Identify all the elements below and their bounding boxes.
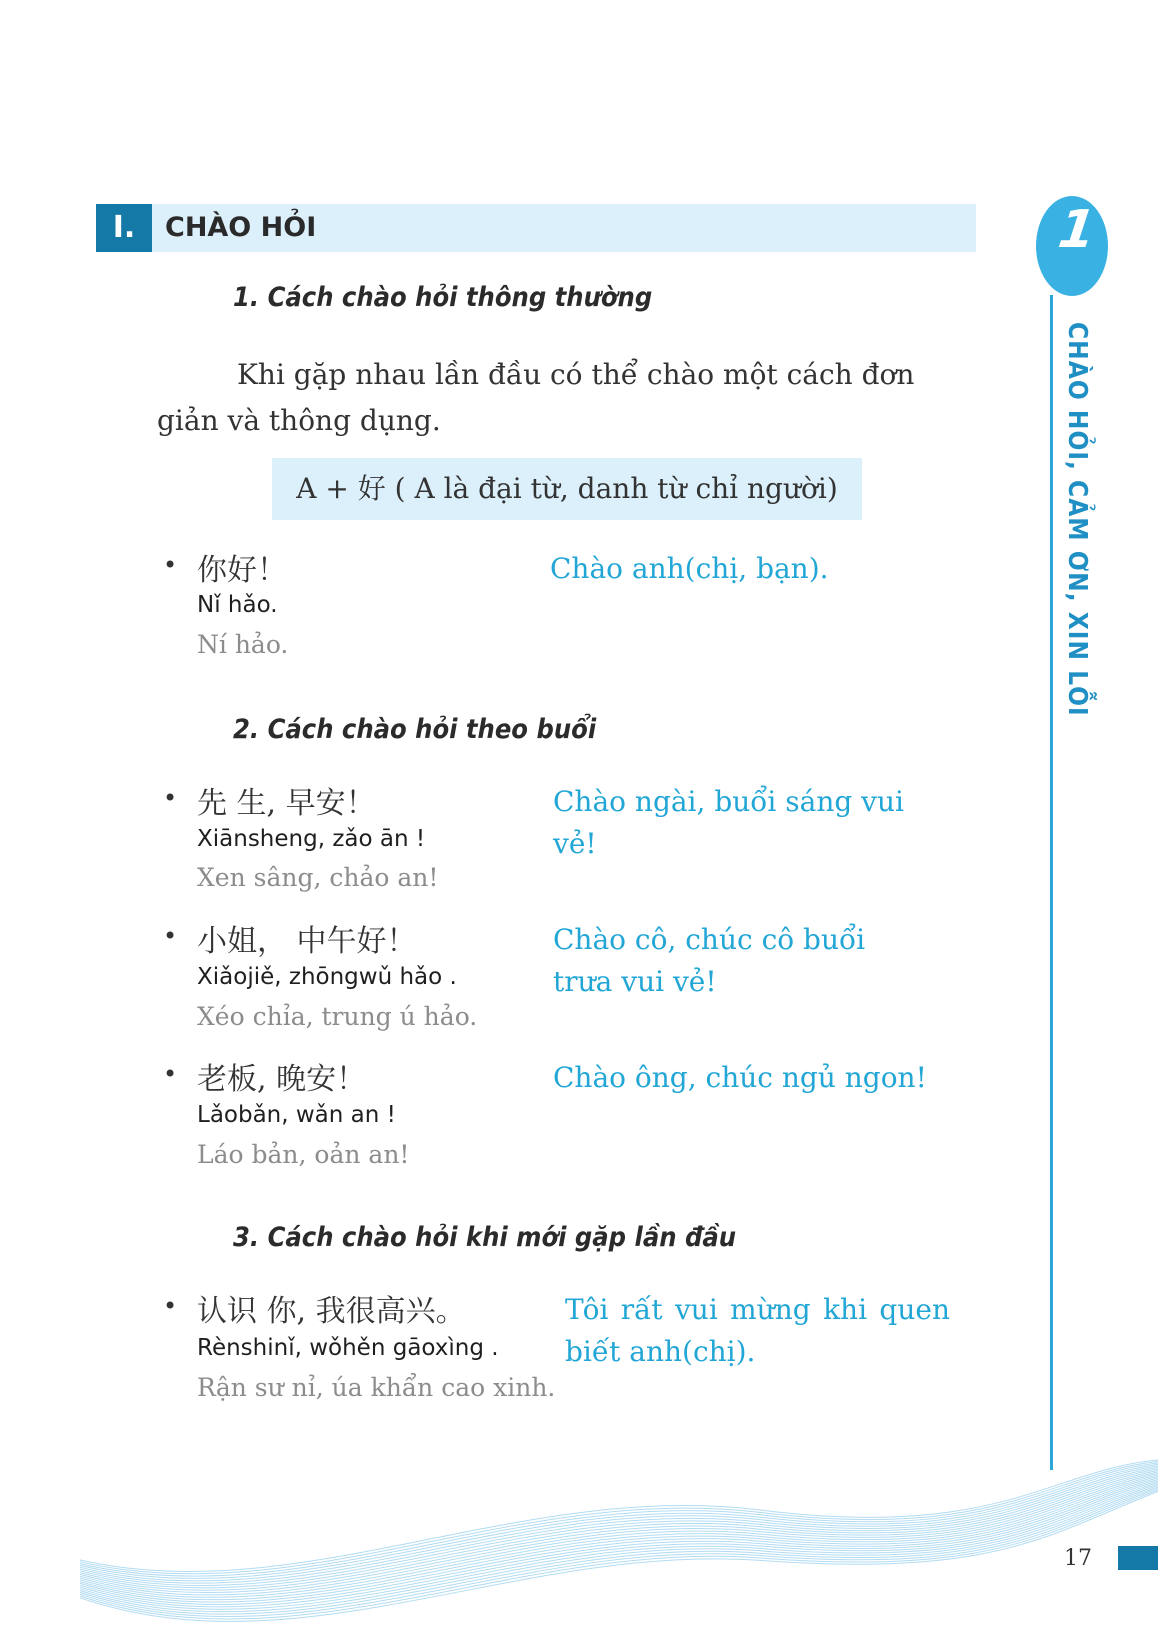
meaning-3: Chào cô, chúc cô buổi trưa vui vẻ!: [553, 923, 866, 998]
wave-line: [80, 1472, 1158, 1590]
pinyin-text: Lǎobǎn, wǎn an !: [197, 1102, 396, 1128]
pinyin-text: Rènshinǐ, wǒhěn gāoxìng .: [197, 1335, 499, 1361]
wave-line: [80, 1460, 1158, 1572]
subsection-title-3: 3. Cách chào hỏi khi mới gặp lần đầu: [233, 1222, 737, 1253]
pronunciation-text: Rận sư nỉ, úa khẩn cao xinh.: [197, 1373, 556, 1402]
chapter-tab-line: [1050, 295, 1053, 1470]
wave-line: [80, 1471, 1158, 1588]
pinyin-text: Nǐ hǎo.: [197, 592, 278, 618]
pinyin-text: Xiānsheng, zǎo ān !: [197, 826, 426, 852]
pronunciation-text: Xen sâng, chảo an!: [197, 863, 439, 892]
chapter-title: CHÀO HỎI, CẢM ƠN, XIN LỖI: [1062, 322, 1092, 717]
chinese-text: 先 生, 早安！: [197, 786, 376, 821]
meaning-2: Chào ngài, buổi sáng vui vẻ!: [553, 785, 904, 860]
intro-text: Khi gặp nhau lần đầu có thể chào một cách đơn giản và thông dụng.: [157, 358, 915, 437]
wave-line: [80, 1468, 1158, 1584]
page-number: 17: [1064, 1546, 1092, 1571]
meaning-4: Chào ông, chúc ngủ ngon!: [553, 1061, 927, 1094]
pronunciation-text: Ní hảo.: [197, 630, 289, 659]
intro-paragraph: [157, 352, 982, 444]
pronunciation-text: Láo bản, oản an!: [197, 1140, 410, 1169]
pinyin-text: Xiǎojiě, zhōngwǔ hǎo .: [197, 964, 457, 990]
chinese-text: 认识 你, 我很高兴。: [197, 1294, 466, 1329]
chapter-number: 1: [1048, 200, 1105, 260]
wave-line: [80, 1483, 1158, 1607]
subsection-title-2: 2. Cách chào hỏi theo buổi: [233, 714, 597, 745]
chinese-text: 你好！: [197, 553, 287, 588]
bullet: •: [163, 1060, 178, 1088]
bullet: •: [163, 784, 178, 812]
section-title: CHÀO HỎI: [165, 212, 317, 243]
chinese-text: 老板, 晚安！: [197, 1062, 367, 1097]
bullet: •: [163, 1292, 178, 1320]
decorative-waves: [0, 1440, 1158, 1646]
subsection-title-1: 1. Cách chào hỏi thông thường: [233, 282, 653, 313]
formula-box: A + 好 ( A là đại từ, danh từ chỉ người): [272, 458, 862, 520]
bullet: •: [163, 922, 178, 950]
pronunciation-text: Xéo chỉa, trung ú hảo.: [197, 1002, 478, 1031]
meaning-5: Tôi rất vui mừng khi quen biết anh(chị).: [565, 1293, 950, 1368]
page-number-block: [1118, 1546, 1158, 1570]
bullet: •: [163, 551, 178, 579]
meaning-1: Chào anh(chị, bạn).: [550, 552, 829, 585]
chinese-text: 小姐， 中午好！: [197, 924, 417, 959]
section-number: I.: [96, 204, 152, 252]
wave-line: [80, 1481, 1158, 1604]
